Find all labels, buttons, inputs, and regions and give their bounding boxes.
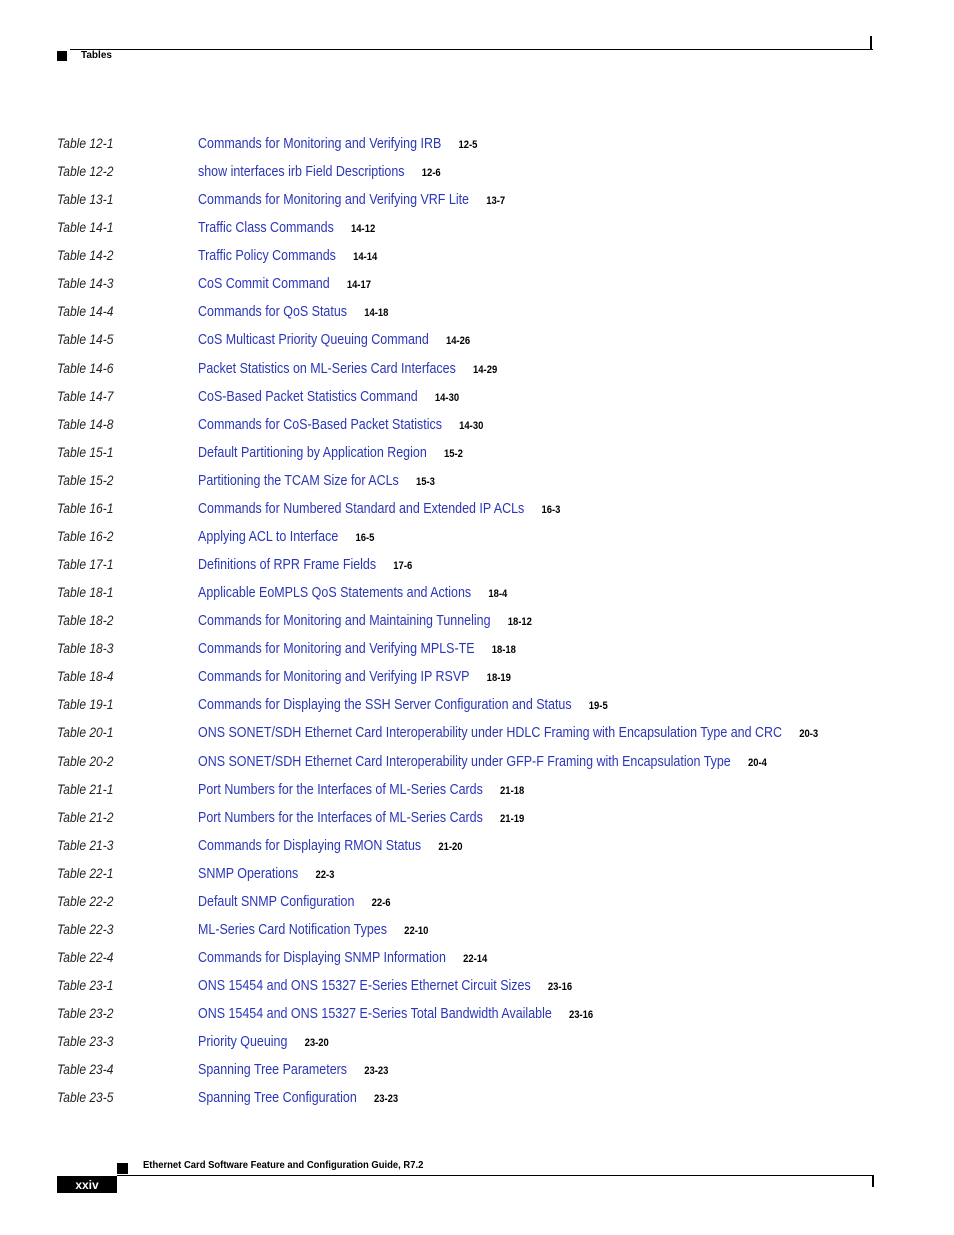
toc-page-number: 16-3 xyxy=(541,503,561,516)
toc-entry-link[interactable]: ONS 15454 and ONS 15327 E-Series Total Bandwidth Available xyxy=(198,1006,552,1023)
toc-page-number: 21-18 xyxy=(500,784,525,797)
header-tick xyxy=(870,36,872,50)
toc-row xyxy=(0,159,954,187)
toc-table-number: Table 14-2 xyxy=(57,247,114,264)
footer-tick xyxy=(872,1175,874,1187)
toc-row xyxy=(0,917,954,945)
header-rule xyxy=(70,49,873,50)
toc-row xyxy=(0,552,954,580)
toc-row xyxy=(0,861,954,889)
toc-page-number: 22-3 xyxy=(315,868,335,881)
toc-entry xyxy=(198,1005,593,1023)
toc-table-number: Table 20-1 xyxy=(57,724,114,741)
toc-entry xyxy=(198,472,435,490)
toc-row xyxy=(0,384,954,412)
toc-row xyxy=(0,833,954,861)
toc-page-number: 14-17 xyxy=(346,279,372,292)
toc-table-number: Table 16-1 xyxy=(57,499,114,516)
toc-row xyxy=(0,243,954,271)
toc-entry xyxy=(198,809,524,827)
toc-entry-link[interactable]: Traffic Policy Commands xyxy=(198,248,336,265)
toc-table-number: Table 14-3 xyxy=(57,275,114,292)
toc-table-number: Table 14-5 xyxy=(57,331,114,348)
toc-row xyxy=(0,692,954,720)
header-square-marker xyxy=(57,51,67,61)
toc-row xyxy=(0,131,954,159)
toc-row xyxy=(0,1057,954,1085)
footer-page-number: xxiv xyxy=(57,1176,117,1193)
toc-entry xyxy=(198,360,497,378)
toc-entry xyxy=(198,724,818,742)
toc-entry-link[interactable]: CoS-Based Packet Statistics Command xyxy=(198,388,418,405)
toc-entry-link[interactable]: Commands for Monitoring and Maintaining Tunneling xyxy=(198,613,491,630)
toc-row xyxy=(0,1085,954,1113)
toc-entry-link[interactable]: Applying ACL to Interface xyxy=(198,528,339,545)
toc-row xyxy=(0,580,954,608)
toc-page-number: 14-18 xyxy=(364,307,389,320)
toc-entry xyxy=(198,416,483,434)
toc-row xyxy=(0,720,954,748)
toc-entry-link[interactable]: Default SNMP Configuration xyxy=(198,893,355,910)
toc-page-number: 22-6 xyxy=(371,896,391,909)
toc-entry xyxy=(198,528,374,546)
toc-row xyxy=(0,299,954,327)
toc-page-number: 23-23 xyxy=(373,1093,399,1106)
toc-row xyxy=(0,945,954,973)
toc-table-number: Table 17-1 xyxy=(57,556,114,573)
footer-document-title: Ethernet Card Software Feature and Configuration Guide, R7.2 xyxy=(143,1159,424,1171)
toc-row xyxy=(0,187,954,215)
toc-page-number: 14-12 xyxy=(351,223,376,236)
toc-table-number: Table 22-2 xyxy=(57,892,114,909)
toc-table-number: Table 21-3 xyxy=(57,836,114,853)
toc-row xyxy=(0,749,954,777)
toc-table-number: Table 13-1 xyxy=(57,191,114,208)
toc-entry-link[interactable]: Definitions of RPR Frame Fields xyxy=(198,557,377,574)
toc-table-number: Table 12-2 xyxy=(57,163,114,180)
toc-entry-link[interactable]: Packet Statistics on ML-Series Card Interfaces xyxy=(198,360,456,377)
toc-table-number: Table 15-2 xyxy=(57,471,114,488)
toc-entry-link[interactable]: Commands for QoS Status xyxy=(198,304,348,321)
toc-page-number: 20-3 xyxy=(799,728,819,741)
toc-entry-link[interactable]: show interfaces irb Field Descriptions xyxy=(198,164,405,181)
toc-entry xyxy=(198,219,375,237)
toc-entry xyxy=(198,837,463,855)
toc-entry xyxy=(198,1061,388,1079)
toc-page-number: 14-14 xyxy=(353,251,378,264)
toc-page-number: 13-7 xyxy=(486,195,506,208)
toc-entry xyxy=(198,388,459,406)
toc-row xyxy=(0,271,954,299)
toc-entry-link[interactable]: Commands for Monitoring and Verifying VRF Lite xyxy=(198,192,470,209)
toc-entry-link[interactable]: Default Partitioning by Application Region xyxy=(198,444,427,461)
toc-entry-link[interactable]: Priority Queuing xyxy=(198,1034,288,1051)
toc-page-number: 14-30 xyxy=(434,391,460,404)
toc-entry-link[interactable]: ML-Series Card Notification Types xyxy=(198,921,387,938)
toc-page-number: 12-5 xyxy=(458,139,478,151)
toc-entry-link[interactable]: ONS SONET/SDH Ethernet Card Interoperability under HDLC Framing with Encapsulation Type and CRC xyxy=(198,725,783,742)
toc-entry xyxy=(198,696,608,714)
toc-table-number: Table 23-5 xyxy=(57,1089,114,1106)
toc-page-number: 19-5 xyxy=(588,700,608,713)
toc-page-number: 14-30 xyxy=(459,419,484,432)
toc-row xyxy=(0,356,954,384)
toc-row xyxy=(0,664,954,692)
toc-entry-link[interactable]: CoS Multicast Priority Queuing Command xyxy=(198,332,429,349)
toc-table-number: Table 21-1 xyxy=(57,780,114,797)
toc-entry-link[interactable]: Traffic Class Commands xyxy=(198,220,334,237)
toc-page-number: 21-19 xyxy=(500,812,525,825)
toc-entry xyxy=(198,247,377,265)
toc-table-number: Table 22-4 xyxy=(57,949,114,966)
toc-entry xyxy=(198,331,470,349)
toc-entry-link[interactable]: Partitioning the TCAM Size for ACLs xyxy=(198,472,399,489)
toc-table-number: Table 19-1 xyxy=(57,696,114,713)
toc-page-number: 12-6 xyxy=(421,167,441,180)
toc-entry-link[interactable]: Port Numbers for the Interfaces of ML-Series Cards xyxy=(198,781,483,798)
toc-entry xyxy=(198,865,334,883)
toc-entry xyxy=(198,640,516,658)
toc-row xyxy=(0,524,954,552)
toc-page-number: 18-4 xyxy=(488,588,508,601)
toc-entry-link[interactable]: Commands for Monitoring and Verifying IRB xyxy=(198,136,442,152)
toc-entry xyxy=(198,163,441,181)
toc-entry xyxy=(198,612,532,630)
toc-table-number: Table 14-1 xyxy=(57,219,114,236)
toc-entry xyxy=(198,556,412,574)
toc-row xyxy=(0,215,954,243)
toc-table-number: Table 22-1 xyxy=(57,864,114,881)
toc-row xyxy=(0,805,954,833)
toc-entry xyxy=(198,303,388,321)
toc-page-number: 21-20 xyxy=(438,840,463,853)
toc-row xyxy=(0,327,954,355)
toc-table-number: Table 18-3 xyxy=(57,640,114,657)
toc-table-number: Table 16-2 xyxy=(57,527,114,544)
toc-page-number: 14-29 xyxy=(473,363,498,376)
header-section-label: Tables xyxy=(81,50,112,61)
toc-table-number: Table 23-1 xyxy=(57,977,114,994)
toc-page-number: 15-3 xyxy=(415,475,435,488)
toc-page-number: 18-19 xyxy=(486,672,511,685)
toc-page-number: 23-23 xyxy=(364,1065,389,1078)
footer-square-marker xyxy=(117,1163,128,1174)
toc-table-number: Table 18-2 xyxy=(57,612,114,629)
toc-entry-link[interactable]: Port Numbers for the Interfaces of ML-Series Cards xyxy=(198,809,483,826)
toc-entry xyxy=(198,584,507,602)
toc-entry xyxy=(198,500,560,518)
toc-entry-link[interactable]: Spanning Tree Configuration xyxy=(198,1090,357,1107)
toc-entry-link[interactable]: SNMP Operations xyxy=(198,865,299,882)
toc-page-number: 22-10 xyxy=(404,924,429,937)
footer-rule xyxy=(117,1175,874,1176)
toc-row xyxy=(0,468,954,496)
toc-entry xyxy=(198,949,487,967)
toc-entry xyxy=(198,1033,329,1051)
toc-entry xyxy=(198,753,767,771)
toc-entry xyxy=(198,444,463,462)
toc-row xyxy=(0,973,954,1001)
toc-entry xyxy=(198,1089,398,1107)
toc-entry-link[interactable]: Commands for Displaying the SSH Server Configuration and Status xyxy=(198,697,572,714)
toc-entry-link[interactable]: Commands for Displaying RMON Status xyxy=(198,837,422,854)
toc-entry-link[interactable]: Commands for Displaying SNMP Information xyxy=(198,950,446,967)
toc-page-number: 18-12 xyxy=(507,616,532,629)
toc-page-number: 17-6 xyxy=(393,560,413,573)
toc-page-number: 23-16 xyxy=(568,1009,594,1022)
toc-row xyxy=(0,889,954,917)
toc-entry xyxy=(198,977,572,995)
toc-entry-link[interactable]: Spanning Tree Parameters xyxy=(198,1062,348,1079)
toc-entry-link[interactable]: Applicable EoMPLS QoS Statements and Actions xyxy=(198,585,472,602)
toc-table-number: Table 14-4 xyxy=(57,303,114,320)
toc-page-number: 14-26 xyxy=(445,335,471,348)
toc-entry xyxy=(198,781,524,799)
toc-row xyxy=(0,1001,954,1029)
toc-entry xyxy=(198,893,391,911)
toc-row xyxy=(0,440,954,468)
toc-row xyxy=(0,777,954,805)
toc-entry-link[interactable]: Commands for Monitoring and Verifying MPLS-TE xyxy=(198,641,475,658)
toc-page-number: 22-14 xyxy=(463,953,488,966)
toc-entry-link[interactable]: CoS Commit Command xyxy=(198,276,330,293)
toc-row xyxy=(0,1029,954,1057)
toc-entry xyxy=(198,191,505,209)
toc-table-number: Table 23-2 xyxy=(57,1005,114,1022)
toc-entry-link[interactable]: ONS 15454 and ONS 15327 E-Series Ethernet Circuit Sizes xyxy=(198,978,531,995)
toc-entry xyxy=(198,135,477,153)
toc-entry-link[interactable]: ONS SONET/SDH Ethernet Card Interoperability under GFP-F Framing with Encapsulation Type xyxy=(198,753,731,770)
toc-row xyxy=(0,412,954,440)
toc-entry-link[interactable]: Commands for CoS-Based Packet Statistics xyxy=(198,416,442,433)
toc-row xyxy=(0,496,954,524)
toc-table-number: Table 20-2 xyxy=(57,752,114,769)
toc-table-number: Table 15-1 xyxy=(57,443,114,460)
toc-page-number: 23-20 xyxy=(304,1037,329,1050)
toc-table-number: Table 22-3 xyxy=(57,920,114,937)
toc-entry-link[interactable]: Commands for Monitoring and Verifying IP RSVP xyxy=(198,669,470,686)
toc-page-number: 15-2 xyxy=(443,447,463,460)
toc-table-number: Table 14-8 xyxy=(57,415,114,432)
toc-table-number: Table 21-2 xyxy=(57,808,114,825)
toc-page-number: 20-4 xyxy=(747,756,767,769)
toc-table-number: Table 18-1 xyxy=(57,584,114,601)
toc-table-number: Table 14-7 xyxy=(57,387,114,404)
toc-page-number: 16-5 xyxy=(355,531,375,544)
toc-table-number: Table 23-3 xyxy=(57,1033,114,1050)
toc-row xyxy=(0,608,954,636)
toc-table-number: Table 14-6 xyxy=(57,359,114,376)
toc-entry xyxy=(198,275,371,293)
toc-row xyxy=(0,636,954,664)
toc-table-number: Table 23-4 xyxy=(57,1061,114,1078)
toc-entry xyxy=(198,668,511,686)
toc-table-number: Table 12-1 xyxy=(57,135,114,151)
toc-entry-link[interactable]: Commands for Numbered Standard and Extended IP ACLs xyxy=(198,500,525,517)
toc-table-number: Table 18-4 xyxy=(57,668,114,685)
toc-page-number: 18-18 xyxy=(491,644,516,657)
toc-page-number: 23-16 xyxy=(547,981,573,994)
toc-entry xyxy=(198,921,428,939)
